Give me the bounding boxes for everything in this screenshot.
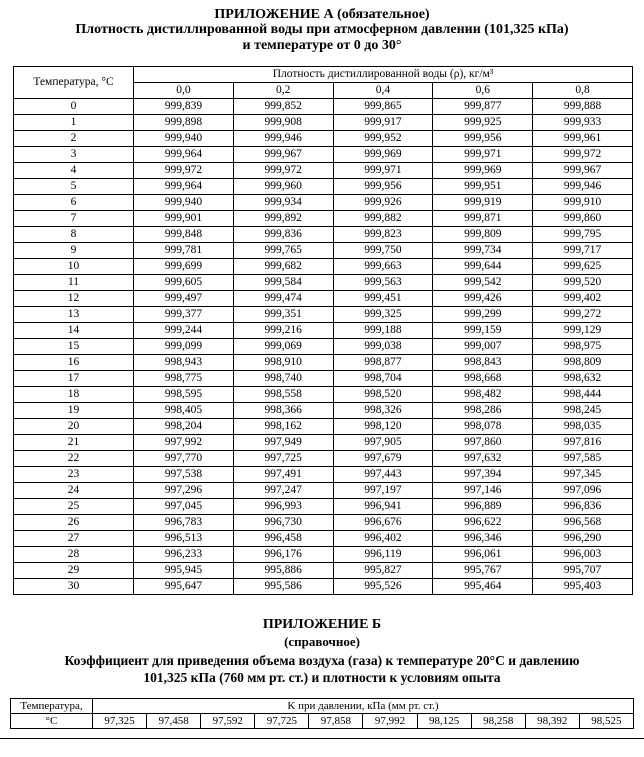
density-cell: 999,007 xyxy=(433,339,533,355)
density-header: Плотность дистиллированной воды (ρ), кг/м³ xyxy=(134,67,633,83)
density-cell: 995,464 xyxy=(433,579,533,595)
density-cell: 999,474 xyxy=(233,291,333,307)
density-cell: 997,632 xyxy=(433,451,533,467)
density-cell: 999,917 xyxy=(333,115,433,131)
density-cell: 999,901 xyxy=(134,211,234,227)
density-cell: 999,926 xyxy=(333,195,433,211)
temperature-cell: 6 xyxy=(14,195,134,211)
density-cell: 997,491 xyxy=(233,467,333,483)
density-cell: 999,865 xyxy=(333,99,433,115)
temperature-cell: 9 xyxy=(14,243,134,259)
pressure-cell: 97,992 xyxy=(363,714,417,729)
pressure-cell: 97,325 xyxy=(93,714,147,729)
density-cell: 997,443 xyxy=(333,467,433,483)
table-row xyxy=(14,131,633,147)
density-cell: 999,967 xyxy=(233,147,333,163)
temperature-cell: 27 xyxy=(14,531,134,547)
pressure-cell: 97,858 xyxy=(309,714,363,729)
density-cell: 999,952 xyxy=(333,131,433,147)
density-cell: 996,889 xyxy=(433,499,533,515)
temperature-cell: 24 xyxy=(14,483,134,499)
table-row xyxy=(14,179,633,195)
density-cell: 998,405 xyxy=(134,403,234,419)
density-cell: 996,402 xyxy=(333,531,433,547)
table-row xyxy=(14,259,633,275)
density-cell: 999,823 xyxy=(333,227,433,243)
density-cell: 997,992 xyxy=(134,435,234,451)
density-cell: 998,877 xyxy=(333,355,433,371)
density-cell: 999,765 xyxy=(233,243,333,259)
density-cell: 996,622 xyxy=(433,515,533,531)
temperature-cell: 20 xyxy=(14,419,134,435)
density-cell: 999,946 xyxy=(233,131,333,147)
temperature-cell: 11 xyxy=(14,275,134,291)
density-cell: 995,945 xyxy=(134,563,234,579)
density-cell: 995,886 xyxy=(233,563,333,579)
temperature-cell: 0 xyxy=(14,99,134,115)
density-cell: 999,244 xyxy=(134,323,234,339)
density-cell: 999,542 xyxy=(433,275,533,291)
density-cell: 998,444 xyxy=(533,387,633,403)
density-cell: 997,096 xyxy=(533,483,633,499)
density-cell: 996,061 xyxy=(433,547,533,563)
temperature-cell: 30 xyxy=(14,579,134,595)
density-cell: 998,632 xyxy=(533,371,633,387)
temperature-cell: 16 xyxy=(14,355,134,371)
density-cell: 996,290 xyxy=(533,531,633,547)
density-cell: 998,366 xyxy=(233,403,333,419)
table-row xyxy=(14,355,633,371)
density-cell: 999,625 xyxy=(533,259,633,275)
density-cell: 999,584 xyxy=(233,275,333,291)
density-cell: 997,345 xyxy=(533,467,633,483)
density-cell: 999,272 xyxy=(533,307,633,323)
table-row xyxy=(14,115,633,131)
appendix-a-title: ПРИЛОЖЕНИЕ А (обязательное) xyxy=(214,7,430,22)
density-cell: 999,910 xyxy=(533,195,633,211)
density-cell: 997,816 xyxy=(533,435,633,451)
table-row xyxy=(14,371,633,387)
pressure-cell: 98,125 xyxy=(417,714,471,729)
density-cell: 995,827 xyxy=(333,563,433,579)
density-cell: 999,919 xyxy=(433,195,533,211)
appendix-a-subtitle-line1: Плотность дистиллированной воды при атмосферном давлении (101,325 кПа) xyxy=(75,22,569,37)
density-cell: 996,176 xyxy=(233,547,333,563)
density-cell: 999,836 xyxy=(233,227,333,243)
table-row xyxy=(14,307,633,323)
density-cell: 999,839 xyxy=(134,99,234,115)
density-cell: 995,707 xyxy=(533,563,633,579)
density-cell: 999,898 xyxy=(134,115,234,131)
temperature-cell: 15 xyxy=(14,339,134,355)
density-cell: 997,296 xyxy=(134,483,234,499)
table-row xyxy=(14,435,633,451)
density-cell: 999,699 xyxy=(134,259,234,275)
fraction-header: 0,8 xyxy=(533,83,633,99)
density-cell: 999,972 xyxy=(533,147,633,163)
temperature-cell: 12 xyxy=(14,291,134,307)
density-cell: 999,967 xyxy=(533,163,633,179)
density-cell: 998,595 xyxy=(134,387,234,403)
density-cell: 996,783 xyxy=(134,515,234,531)
density-cell: 996,836 xyxy=(533,499,633,515)
temperature-cell: 19 xyxy=(14,403,134,419)
density-cell: 999,908 xyxy=(233,115,333,131)
density-cell: 999,877 xyxy=(433,99,533,115)
density-cell: 997,770 xyxy=(134,451,234,467)
density-cell: 999,717 xyxy=(533,243,633,259)
density-cell: 999,882 xyxy=(333,211,433,227)
density-cell: 999,038 xyxy=(333,339,433,355)
density-cell: 999,956 xyxy=(333,179,433,195)
density-cell: 999,956 xyxy=(433,131,533,147)
temperature-cell: 26 xyxy=(14,515,134,531)
density-cell: 998,286 xyxy=(433,403,533,419)
table-row xyxy=(14,579,633,595)
density-cell: 998,809 xyxy=(533,355,633,371)
density-cell: 998,245 xyxy=(533,403,633,419)
table-row xyxy=(14,515,633,531)
table-row xyxy=(14,467,633,483)
table-row xyxy=(14,403,633,419)
density-cell: 998,668 xyxy=(433,371,533,387)
density-cell: 996,346 xyxy=(433,531,533,547)
density-cell: 996,730 xyxy=(233,515,333,531)
density-cell: 999,972 xyxy=(134,163,234,179)
table-row xyxy=(14,563,633,579)
temperature-cell: 25 xyxy=(14,499,134,515)
temperature-cell: 10 xyxy=(14,259,134,275)
density-cell: 997,247 xyxy=(233,483,333,499)
density-cell: 999,188 xyxy=(333,323,433,339)
pressure-cell: 97,725 xyxy=(255,714,309,729)
temperature-cell: 21 xyxy=(14,435,134,451)
density-cell: 996,568 xyxy=(533,515,633,531)
table-row xyxy=(14,147,633,163)
density-cell: 999,848 xyxy=(134,227,234,243)
density-cell: 999,325 xyxy=(333,307,433,323)
appendix-b-subtitle-line2: 101,325 кПа (760 мм рт. ст.) и плотности к условиям опыта xyxy=(143,670,501,685)
pressure-row xyxy=(11,714,634,729)
fraction-header: 0,6 xyxy=(433,83,533,99)
density-cell: 998,326 xyxy=(333,403,433,419)
density-cell: 999,852 xyxy=(233,99,333,115)
density-cell: 997,725 xyxy=(233,451,333,467)
density-cell: 995,767 xyxy=(433,563,533,579)
table-row xyxy=(14,531,633,547)
density-cell: 999,159 xyxy=(433,323,533,339)
density-cell: 999,933 xyxy=(533,115,633,131)
temperature-cell: 28 xyxy=(14,547,134,563)
density-cell: 996,993 xyxy=(233,499,333,515)
fraction-header: 0,4 xyxy=(333,83,433,99)
density-cell: 999,644 xyxy=(433,259,533,275)
density-cell: 998,120 xyxy=(333,419,433,435)
density-cell: 995,586 xyxy=(233,579,333,595)
pressure-cell: 97,592 xyxy=(201,714,255,729)
density-cell: 999,940 xyxy=(134,195,234,211)
density-cell: 999,299 xyxy=(433,307,533,323)
density-cell: 999,951 xyxy=(433,179,533,195)
density-cell: 998,204 xyxy=(134,419,234,435)
table-row xyxy=(14,499,633,515)
density-cell: 997,679 xyxy=(333,451,433,467)
density-cell: 997,045 xyxy=(134,499,234,515)
pressure-cell: 97,458 xyxy=(147,714,201,729)
density-cell: 998,704 xyxy=(333,371,433,387)
table-row xyxy=(14,387,633,403)
temperature-cell: 17 xyxy=(14,371,134,387)
density-cell: 999,497 xyxy=(134,291,234,307)
table-row xyxy=(14,419,633,435)
table-row xyxy=(14,323,633,339)
density-cell: 996,941 xyxy=(333,499,433,515)
density-cell: 999,946 xyxy=(533,179,633,195)
temperature-cell: 5 xyxy=(14,179,134,195)
coefficient-table xyxy=(10,698,634,729)
temperature-cell: 13 xyxy=(14,307,134,323)
density-cell: 996,676 xyxy=(333,515,433,531)
density-cell: 999,520 xyxy=(533,275,633,291)
density-cell: 997,197 xyxy=(333,483,433,499)
table-row xyxy=(14,451,633,467)
temperature-header: Температура, °С xyxy=(14,67,134,99)
density-cell: 998,035 xyxy=(533,419,633,435)
appendix-a-subtitle-line2: и температуре от 0 до 30° xyxy=(242,38,402,53)
density-cell: 999,888 xyxy=(533,99,633,115)
density-cell: 999,925 xyxy=(433,115,533,131)
density-cell: 999,809 xyxy=(433,227,533,243)
density-cell: 997,949 xyxy=(233,435,333,451)
density-cell: 999,605 xyxy=(134,275,234,291)
page-bottom-rule xyxy=(0,738,644,739)
density-cell: 999,734 xyxy=(433,243,533,259)
density-cell: 997,860 xyxy=(433,435,533,451)
temperature-cell: 2 xyxy=(14,131,134,147)
density-cell: 999,960 xyxy=(233,179,333,195)
appendix-b-subtitle-line1: Коэффициент для приведения объема воздуха (газа) к температуре 20°С и давлению xyxy=(64,653,580,668)
density-cell: 997,146 xyxy=(433,483,533,499)
table-row xyxy=(14,339,633,355)
table-row xyxy=(14,163,633,179)
density-cell: 996,458 xyxy=(233,531,333,547)
density-cell: 999,129 xyxy=(533,323,633,339)
table-row xyxy=(14,483,633,499)
density-cell: 995,526 xyxy=(333,579,433,595)
density-cell: 999,682 xyxy=(233,259,333,275)
density-cell: 999,961 xyxy=(533,131,633,147)
density-cell: 999,892 xyxy=(233,211,333,227)
temperature-cell: 23 xyxy=(14,467,134,483)
density-cell: 999,216 xyxy=(233,323,333,339)
density-cell: 998,943 xyxy=(134,355,234,371)
temperature-cell: 8 xyxy=(14,227,134,243)
density-cell: 998,482 xyxy=(433,387,533,403)
table-row xyxy=(14,211,633,227)
temperature-cell: 14 xyxy=(14,323,134,339)
density-cell: 999,964 xyxy=(134,147,234,163)
temperature-cell: 29 xyxy=(14,563,134,579)
temperature-cell: 1 xyxy=(14,115,134,131)
temperature-cell: 22 xyxy=(14,451,134,467)
density-cell: 999,351 xyxy=(233,307,333,323)
density-cell: 999,402 xyxy=(533,291,633,307)
density-cell: 999,377 xyxy=(134,307,234,323)
pressure-header: K при давлении, кПа (мм рт. ст.) xyxy=(93,699,634,714)
density-cell: 998,558 xyxy=(233,387,333,403)
density-cell: 998,775 xyxy=(134,371,234,387)
density-cell: 998,843 xyxy=(433,355,533,371)
density-cell: 998,520 xyxy=(333,387,433,403)
density-cell: 999,971 xyxy=(433,147,533,163)
density-cell: 995,403 xyxy=(533,579,633,595)
density-cell: 998,740 xyxy=(233,371,333,387)
density-cell: 999,069 xyxy=(233,339,333,355)
fraction-header: 0,2 xyxy=(233,83,333,99)
density-cell: 999,971 xyxy=(333,163,433,179)
table-row xyxy=(14,99,633,115)
density-cell: 996,233 xyxy=(134,547,234,563)
table-row xyxy=(14,195,633,211)
temperature-cell: 7 xyxy=(14,211,134,227)
density-cell: 999,795 xyxy=(533,227,633,243)
appendix-b-type: (справочное) xyxy=(284,634,360,649)
pressure-cell: 98,258 xyxy=(471,714,525,729)
density-cell: 996,119 xyxy=(333,547,433,563)
density-cell: 997,585 xyxy=(533,451,633,467)
density-cell: 999,860 xyxy=(533,211,633,227)
density-cell: 998,162 xyxy=(233,419,333,435)
density-cell: 999,663 xyxy=(333,259,433,275)
temperature-cell: 4 xyxy=(14,163,134,179)
density-cell: 999,099 xyxy=(134,339,234,355)
density-cell: 999,426 xyxy=(433,291,533,307)
table-row xyxy=(14,243,633,259)
density-cell: 999,934 xyxy=(233,195,333,211)
density-cell: 999,969 xyxy=(333,147,433,163)
table-row xyxy=(14,291,633,307)
density-cell: 999,781 xyxy=(134,243,234,259)
density-cell: 995,647 xyxy=(134,579,234,595)
pressure-cell: 98,392 xyxy=(525,714,579,729)
pressure-cell: 98,525 xyxy=(579,714,633,729)
temperature-cell: 18 xyxy=(14,387,134,403)
temperature-cell: 3 xyxy=(14,147,134,163)
density-cell: 998,078 xyxy=(433,419,533,435)
table-row xyxy=(14,275,633,291)
density-cell: 997,394 xyxy=(433,467,533,483)
density-table xyxy=(13,66,633,595)
fraction-header: 0,0 xyxy=(134,83,234,99)
density-cell: 999,451 xyxy=(333,291,433,307)
table-row xyxy=(14,547,633,563)
appendix-b-title: ПРИЛОЖЕНИЕ Б xyxy=(262,617,382,632)
density-cell: 999,940 xyxy=(134,131,234,147)
density-cell: 999,964 xyxy=(134,179,234,195)
density-cell: 996,513 xyxy=(134,531,234,547)
density-cell: 996,003 xyxy=(533,547,633,563)
density-cell: 999,563 xyxy=(333,275,433,291)
coef-temperature-unit: °С xyxy=(11,714,93,729)
density-table-body xyxy=(14,99,633,595)
density-cell: 998,975 xyxy=(533,339,633,355)
density-cell: 999,969 xyxy=(433,163,533,179)
density-cell: 997,905 xyxy=(333,435,433,451)
density-cell: 998,910 xyxy=(233,355,333,371)
table-row xyxy=(14,227,633,243)
density-cell: 999,972 xyxy=(233,163,333,179)
density-cell: 999,750 xyxy=(333,243,433,259)
coef-temperature-header: Температура, xyxy=(11,699,93,714)
density-cell: 997,538 xyxy=(134,467,234,483)
density-cell: 999,871 xyxy=(433,211,533,227)
